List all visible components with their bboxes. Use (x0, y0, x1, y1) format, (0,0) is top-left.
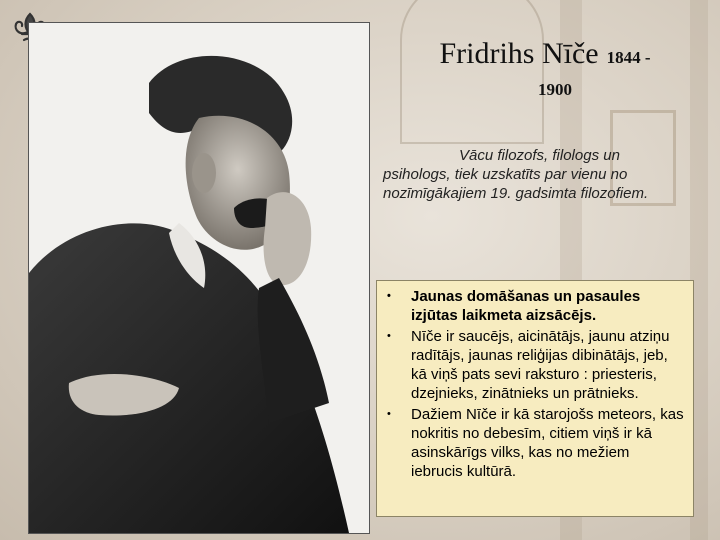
bullet-icon: • (387, 408, 391, 420)
list-item (387, 327, 685, 403)
bullet-text: Nīče ir saucējs, aicinātājs, jaunu atziņu radītājs, jaunas reliģijas dibinātājs, jeb, kā viņš pats sevi raksturo : priesteris, dzejnieks, zinātnieks un prātnieks. (411, 328, 670, 402)
bullet-list (376, 280, 694, 517)
list-item (387, 287, 685, 325)
bullet-icon: • (387, 330, 391, 342)
bullet-text: Dažiem Nīče ir kā starojošs meteors, kas nokritis no debesīm, citiem viņš ir kā asinskārīgs vilks, kas no mežiem iebrucis kultūrā. (411, 406, 684, 480)
title-name: Fridrihs Nīče (439, 37, 599, 70)
bullet-icon: • (387, 290, 391, 302)
intro-text: Vācu filozofs, filologs un psihologs, tiek uzskatīts par vienu no nozīmīgākajiem 19. gadsimta filozofiem. (383, 147, 649, 202)
title-years-start: 1844 - (606, 48, 651, 67)
portrait-photo (28, 22, 370, 534)
list-item (387, 405, 685, 481)
bullet-text: Jaunas domāšanas un pasaules izjūtas laikmeta aizsācējs. (411, 288, 641, 324)
title-years-end: 1900 (538, 80, 572, 99)
slide-title (380, 36, 710, 98)
